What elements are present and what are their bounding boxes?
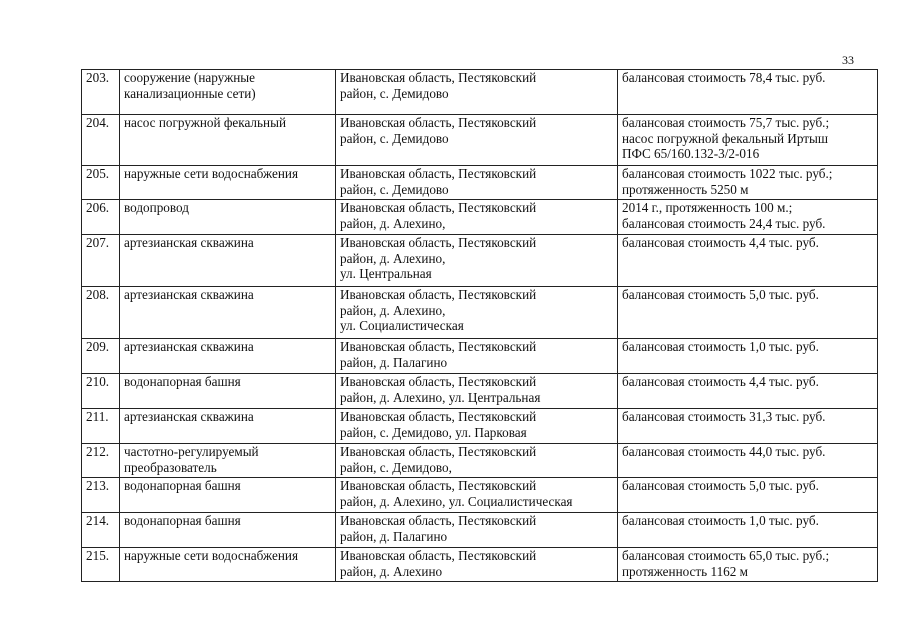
- table-row: [82, 409, 878, 444]
- property-registry-table: [81, 69, 878, 582]
- object-address: Ивановская область, Пестяковский район, д. Палагино: [336, 513, 618, 548]
- object-name: наружные сети водоснабжения: [120, 548, 336, 582]
- object-details: балансовая стоимость 5,0 тыс. руб.: [618, 478, 878, 513]
- row-number: 208.: [82, 287, 120, 339]
- object-name: водонапорная башня: [120, 478, 336, 513]
- object-address: Ивановская область, Пестяковский район, д. Палагино: [336, 339, 618, 374]
- object-details: балансовая стоимость 1,0 тыс. руб.: [618, 339, 878, 374]
- object-name: артезианская скважина: [120, 287, 336, 339]
- row-number: 207.: [82, 235, 120, 287]
- object-details: балансовая стоимость 1022 тыс. руб.; протяженность 5250 м: [618, 166, 878, 200]
- object-address: Ивановская область, Пестяковский район, с. Демидово, ул. Парковая: [336, 409, 618, 444]
- table-row: [82, 548, 878, 582]
- row-number: 212.: [82, 444, 120, 478]
- table-row: [82, 115, 878, 166]
- object-name: артезианская скважина: [120, 235, 336, 287]
- object-name: артезианская скважина: [120, 339, 336, 374]
- row-number: 204.: [82, 115, 120, 166]
- object-details: балансовая стоимость 5,0 тыс. руб.: [618, 287, 878, 339]
- object-address: Ивановская область, Пестяковский район, с. Демидово,: [336, 444, 618, 478]
- row-number: 214.: [82, 513, 120, 548]
- row-number: 215.: [82, 548, 120, 582]
- object-details: балансовая стоимость 65,0 тыс. руб.; протяженность 1162 м: [618, 548, 878, 582]
- table-row: [82, 444, 878, 478]
- object-name: водонапорная башня: [120, 513, 336, 548]
- object-address: Ивановская область, Пестяковский район, с. Демидово: [336, 115, 618, 166]
- table-row: [82, 374, 878, 409]
- table-row: [82, 513, 878, 548]
- object-name: артезианская скважина: [120, 409, 336, 444]
- table-row: [82, 287, 878, 339]
- object-address: Ивановская область, Пестяковский район, д. Алехино,: [336, 200, 618, 235]
- table-row: [82, 478, 878, 513]
- page-number: 33: [842, 53, 854, 67]
- object-details: балансовая стоимость 78,4 тыс. руб.: [618, 70, 878, 115]
- row-number: 205.: [82, 166, 120, 200]
- object-details: балансовая стоимость 44,0 тыс. руб.: [618, 444, 878, 478]
- table-row: [82, 235, 878, 287]
- object-details: балансовая стоимость 4,4 тыс. руб.: [618, 374, 878, 409]
- object-address: Ивановская область, Пестяковский район, д. Алехино: [336, 548, 618, 582]
- object-details: балансовая стоимость 1,0 тыс. руб.: [618, 513, 878, 548]
- table-row: [82, 200, 878, 235]
- object-name: насос погружной фекальный: [120, 115, 336, 166]
- row-number: 213.: [82, 478, 120, 513]
- object-details: балансовая стоимость 31,3 тыс. руб.: [618, 409, 878, 444]
- object-details: балансовая стоимость 75,7 тыс. руб.; насос погружной фекальный Иртыш ПФС 65/160.132-3/2-016: [618, 115, 878, 166]
- object-name: частотно-регулируемый преобразователь: [120, 444, 336, 478]
- object-name: сооружение (наружные канализационные сети): [120, 70, 336, 115]
- object-address: Ивановская область, Пестяковский район, с. Демидово: [336, 166, 618, 200]
- object-details: 2014 г., протяженность 100 м.; балансовая стоимость 24,4 тыс. руб.: [618, 200, 878, 235]
- row-number: 209.: [82, 339, 120, 374]
- table-body: [82, 70, 878, 582]
- table-row: [82, 339, 878, 374]
- table-row: [82, 70, 878, 115]
- object-address: Ивановская область, Пестяковский район, с. Демидово: [336, 70, 618, 115]
- object-name: водонапорная башня: [120, 374, 336, 409]
- object-details: балансовая стоимость 4,4 тыс. руб.: [618, 235, 878, 287]
- object-address: Ивановская область, Пестяковский район, д. Алехино, ул. Центральная: [336, 235, 618, 287]
- table-row: [82, 166, 878, 200]
- row-number: 210.: [82, 374, 120, 409]
- row-number: 211.: [82, 409, 120, 444]
- row-number: 206.: [82, 200, 120, 235]
- row-number: 203.: [82, 70, 120, 115]
- object-name: наружные сети водоснабжения: [120, 166, 336, 200]
- object-name: водопровод: [120, 200, 336, 235]
- object-address: Ивановская область, Пестяковский район, д. Алехино, ул. Социалистическая: [336, 478, 618, 513]
- object-address: Ивановская область, Пестяковский район, д. Алехино, ул. Социалистическая: [336, 287, 618, 339]
- object-address: Ивановская область, Пестяковский район, д. Алехино, ул. Центральная: [336, 374, 618, 409]
